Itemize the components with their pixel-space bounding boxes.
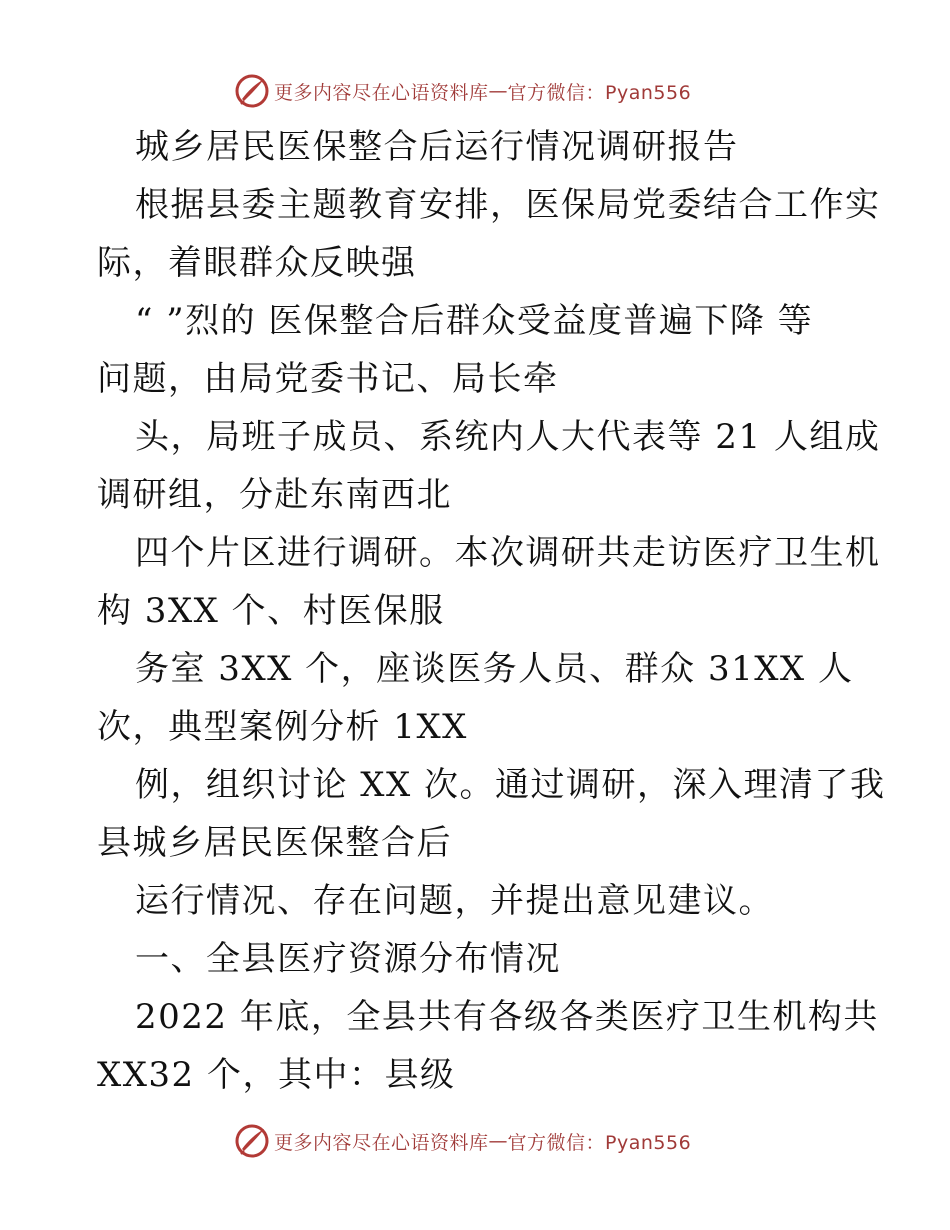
document-title: 城乡居民医保整合后运行情况调研报告	[135, 127, 739, 167]
body-line: 2022 年底，全县共有各级各类医疗卫生机构共	[135, 997, 879, 1037]
watermark-contact-text: 官方微信：Pyan556	[507, 1131, 692, 1154]
watermark-separator: —	[488, 80, 508, 102]
watermark-brand-text: 更多内容尽在心语资料库	[274, 81, 489, 104]
body-line: 运行情况、存在问题，并提出意见建议。	[135, 881, 774, 921]
watermark-contact-text: 官方微信：Pyan556	[507, 81, 692, 104]
watermark-banner-bottom	[234, 1121, 691, 1161]
body-line: 例，组织讨论 XX 次。通过调研，深入理清了我	[135, 765, 886, 805]
watermark-separator: —	[488, 1130, 508, 1152]
watermark-brand-text: 更多内容尽在心语资料库	[274, 1131, 489, 1154]
body-line: 务室 3XX 个，座谈医务人员、群众 31XX 人	[135, 649, 854, 689]
quill-logo-icon	[234, 73, 270, 109]
body-line: 问题，由局党委书记、局长牵	[97, 359, 559, 399]
quill-logo-icon	[234, 1123, 270, 1159]
body-line: 际，着眼群众反映强	[97, 243, 417, 283]
body-line: XX32 个，其中：县级	[97, 1055, 456, 1095]
body-line: 构 3XX 个、村医保服	[97, 591, 445, 631]
body-line: 调研组，分赴东南西北	[97, 475, 452, 515]
body-line: 次，典型案例分析 1XX	[97, 707, 468, 747]
body-line: “ ”烈的 医保整合后群众受益度普遍下降 等	[135, 301, 814, 341]
body-line: 根据县委主题教育安排，医保局党委结合工作实	[135, 185, 881, 225]
section-heading: 一、全县医疗资源分布情况	[135, 939, 561, 979]
body-line: 县城乡居民医保整合后	[97, 823, 452, 863]
watermark-banner-top	[234, 71, 691, 111]
body-line: 四个片区进行调研。本次调研共走访医疗卫生机	[135, 533, 881, 573]
body-line: 头，局班子成员、系统内人大代表等 21 人组成	[135, 417, 881, 457]
